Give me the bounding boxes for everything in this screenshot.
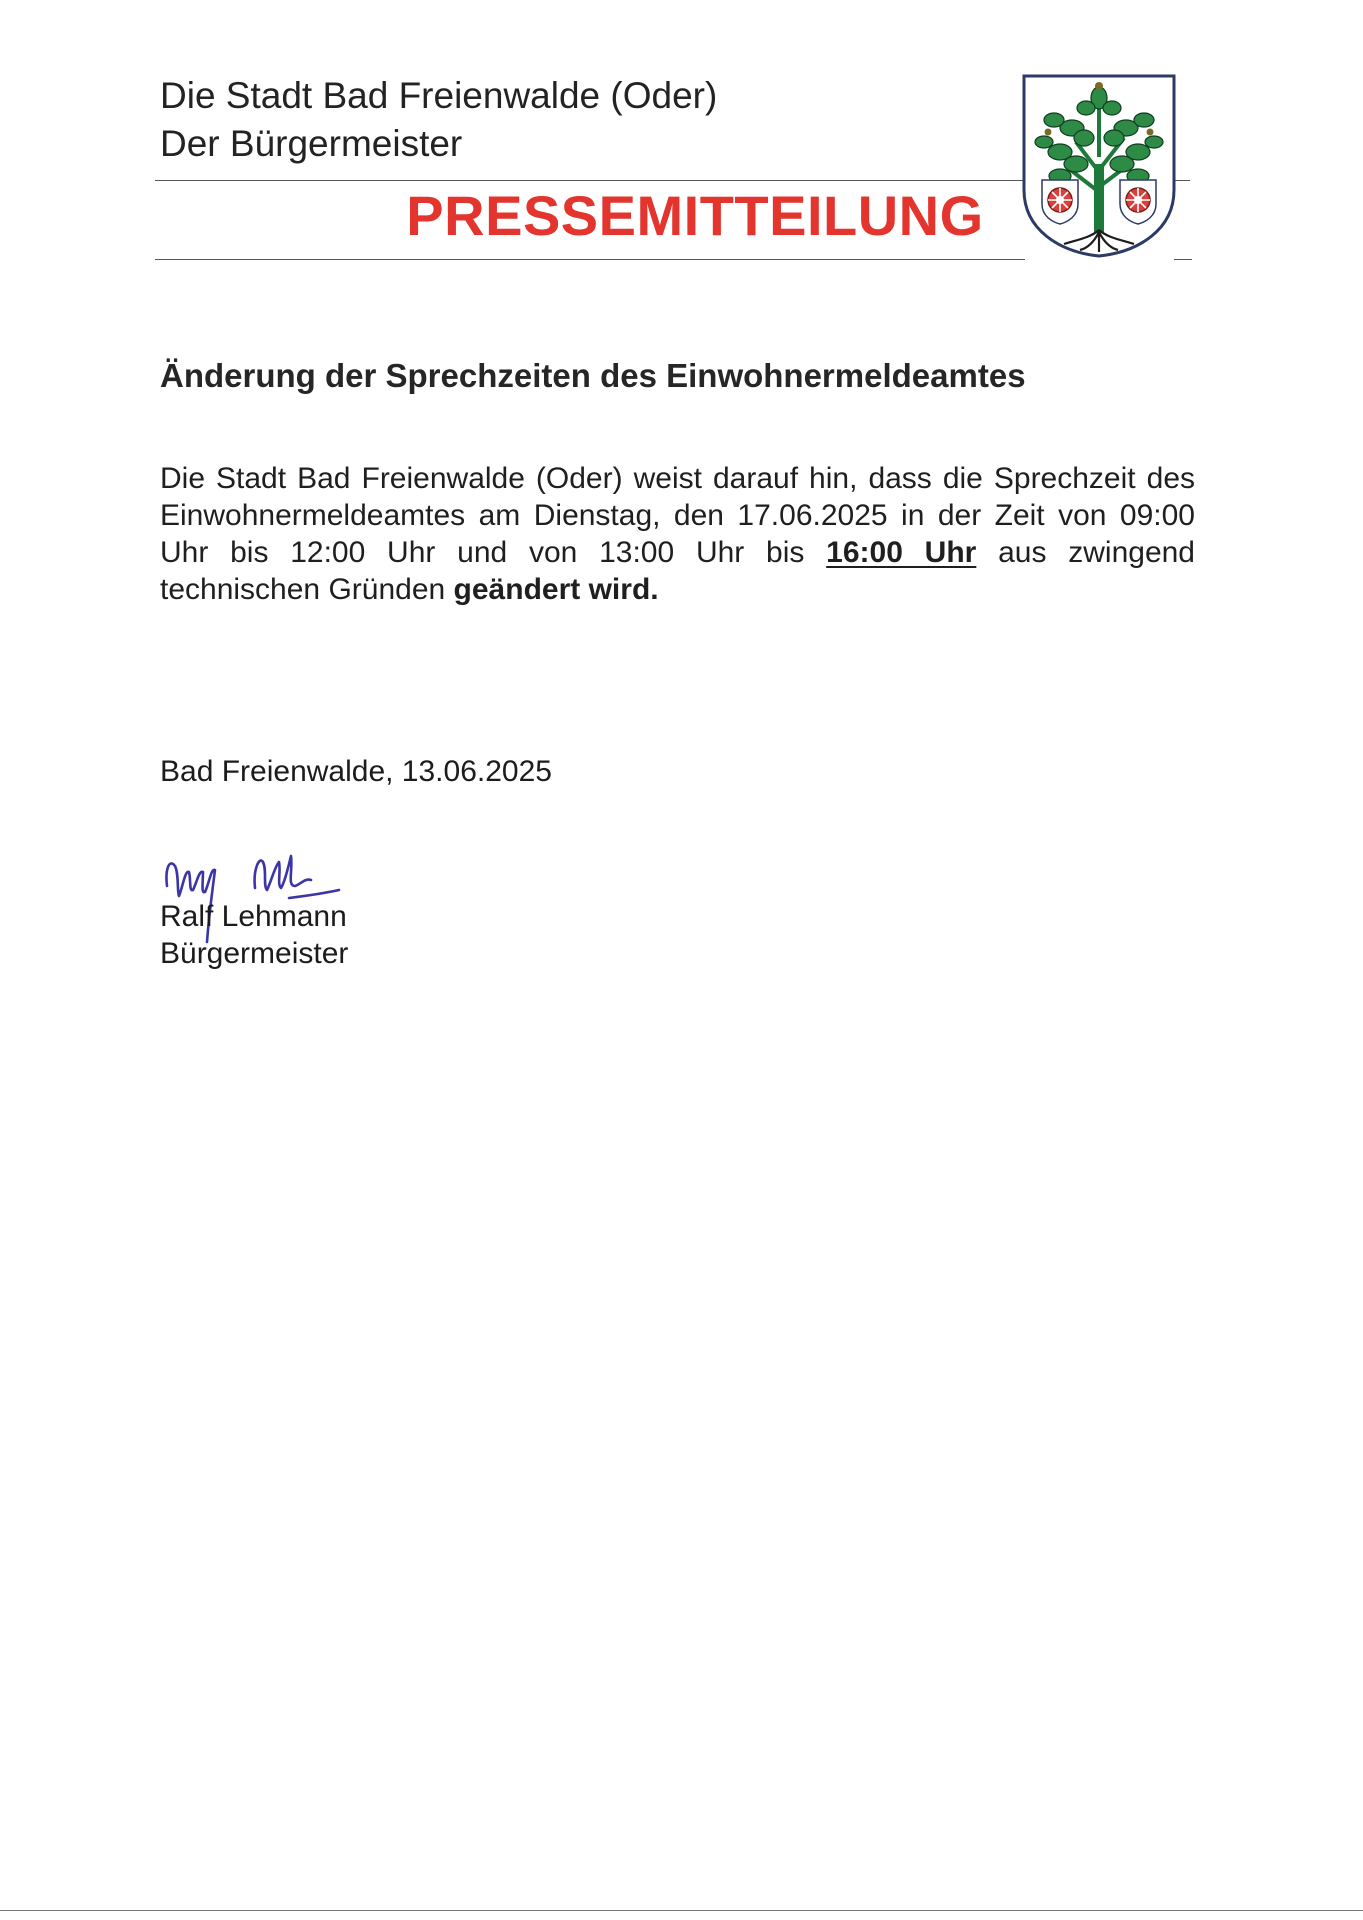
body-text-2: aus zwingend technischen Gründen — [160, 536, 1195, 606]
header-rule-bottom — [155, 259, 1025, 260]
press-release-label: PRESSEMITTEILUNG — [406, 184, 984, 247]
notice-body — [160, 460, 1195, 608]
end-time-highlight: 16:00 Uhr — [826, 536, 977, 569]
signer-title: Bürgermeister — [160, 937, 349, 970]
changed-word: geändert — [453, 573, 581, 606]
office-name: Der Bürgermeister — [160, 123, 463, 164]
body-text-1: Die Stadt Bad Freienwalde (Oder) weist darauf hin, dass die Sprechzeit des Einwohnermeldeamtes am Dienstag, den 17.06.2025 in der Zeit von 09:00 Uhr bis 12:00 Uhr und von 13:00 Uhr bis — [160, 462, 1195, 569]
page-edge-line — [0, 1910, 1363, 1911]
notice-heading: Änderung der Sprechzeiten des Einwohnermeldeamtes — [160, 357, 1026, 394]
city-name: Die Stadt Bad Freienwalde (Oder) — [160, 75, 718, 116]
signer-name: Ralf Lehmann — [160, 900, 347, 933]
body-text-3: wird. — [588, 573, 659, 606]
coat-of-arms-icon — [1020, 72, 1178, 260]
dateline: Bad Freienwalde, 13.06.2025 — [160, 755, 552, 788]
